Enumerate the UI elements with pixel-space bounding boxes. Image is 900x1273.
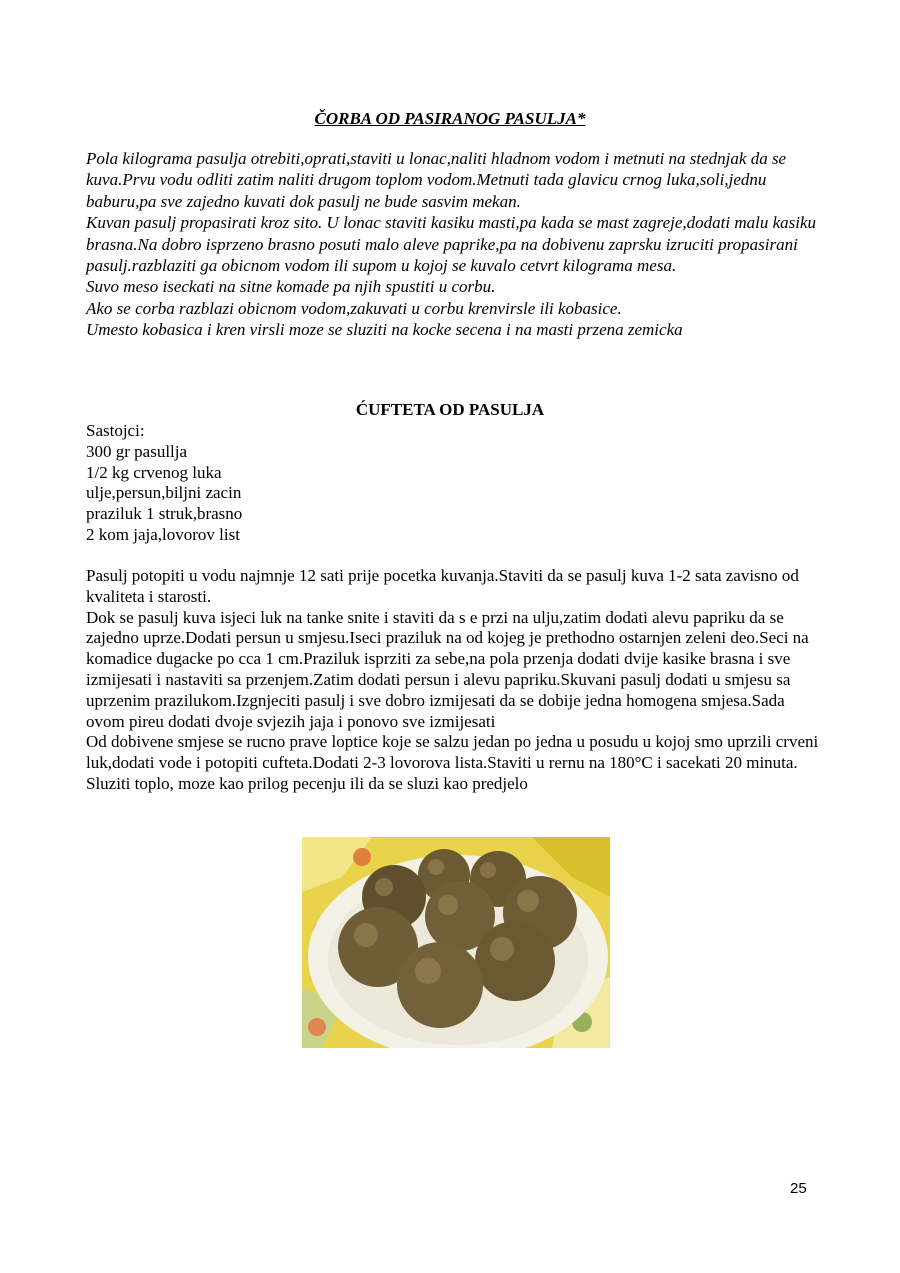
bean-balls-photo — [302, 837, 610, 1048]
recipe1-body — [86, 148, 821, 341]
recipe1-paragraph: Pola kilograma pasulja otrebiti,oprati,staviti u lonac,naliti hladnom vodom i metnuti na stednjak da se kuva.Prvu vodu odliti zatim naliti drugom toplom vodom.Metnuti tada glavicu crnog luka,soli,jednu baburu,pa sve zajedno kuvati dok pasulj ne bude sasvim mekan. — [86, 149, 787, 211]
ingredients-list — [86, 421, 486, 546]
ingredient-item: 2 kom jaja,lovorov list — [86, 524, 240, 544]
recipe1-title: ČORBA OD PASIRANOG PASULJA* — [314, 109, 586, 128]
ingredient-item: 1/2 kg crvenog luka — [86, 462, 222, 482]
page-number: 25 — [790, 1180, 807, 1197]
recipe1-paragraph: Kuvan pasulj propasirati kroz sito. U lonac staviti kasiku masti,pa kada se mast zagreje,dodati malu kasiku brasna.Na dobro isprzeno brasno posuti malo aleve paprike,pa na dobivenu zaprsku izruciti propasirani pasulj.razblaziti ga obicnom vodom ili supom u kojoj se kuvalo cetvrt kilograma mesa. — [86, 213, 817, 276]
recipe2-paragraph: Dok se pasulj kuva isjeci luk na tanke snite i staviti da s e przi na ulju,zatim dodati alevu papriku da se zajedno uprze.Dodati persun u smjesu.Iseci praziluk na od kojeg je prethodno ostarnjen zeleni deo.Seci na komadice dugacke po cca 1 cm.Praziluk isprziti za sebe,na pola przenja dodati dvije kasike brasna i sve izmijesati i nastaviti sa przenjem.Zatim dodati persun i alevu papriku.Skuvani pasulj dodati u smjesu sa uprzenim prazilukom.Izgnjeciti pasulj i sve dobro izmijesati da se dobije jedna homogena smjesa.Sada ovom pireu dodati dvoje svjezih jaja i ponovo sve izmijesati — [86, 607, 809, 731]
recipe1-paragraph: Umesto kobasica i kren virsli moze se sluziti na kocke secena i na masti przena zemicka — [86, 320, 683, 340]
recipe2-paragraph: Pasulj potopiti u vodu najmnje 12 sati prije pocetka kuvanja.Staviti da se pasulj kuva 1-2 sata zavisno od kvaliteta i starosti. — [86, 566, 799, 606]
ingredient-item: praziluk 1 struk,brasno — [86, 504, 243, 524]
ingredient-item: ulje,persun,biljni zacin — [86, 483, 242, 503]
recipe2-title: ĆUFTETA OD PASULJA — [355, 400, 545, 419]
recipe1-paragraph: Ako se corba razblazi obicnom vodom,zakuvati u corbu krenvirsle ili kobasice. — [86, 298, 622, 318]
recipe1-paragraph: Suvo meso iseckati na sitne komade pa njih spustiti u corbu. — [86, 277, 496, 297]
recipe2-paragraph: Od dobivene smjese se rucno prave loptice koje se salzu jedan po jedna u posudu u kojoj smo uprzili crveni luk,dodati vode i potopiti cufteta.Dodati 2-3 lovorova lista.Staviti u rernu na 180°C i sacekati 20 minuta. — [86, 732, 819, 773]
recipe2-body — [86, 566, 821, 795]
recipe2-paragraph: Sluziti toplo, moze kao prilog pecenju ili da se sluzi kao predjelo — [86, 773, 528, 793]
ingredients-label: Sastojci: — [86, 421, 145, 440]
ingredient-item: 300 gr pasullja — [86, 441, 188, 461]
